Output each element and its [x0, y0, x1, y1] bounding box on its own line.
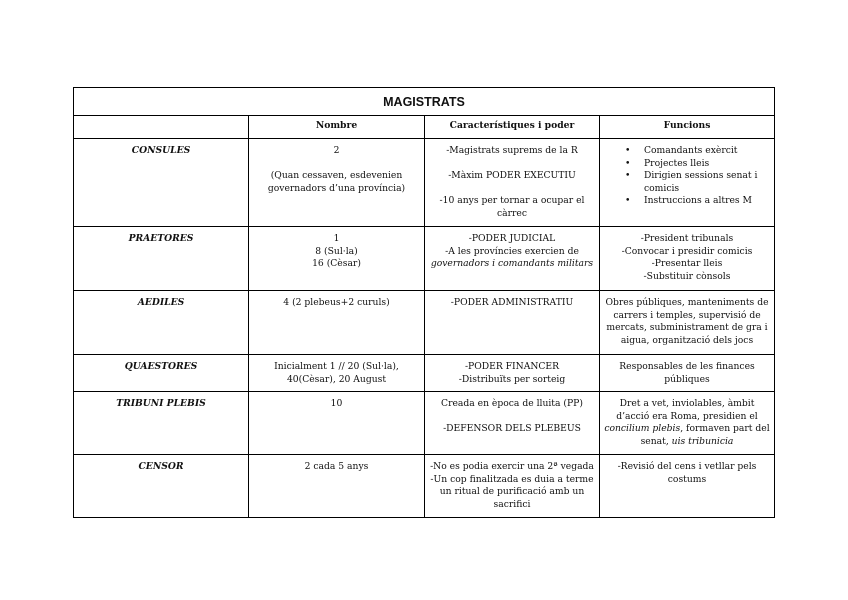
nombre-cell: [249, 139, 425, 226]
nombre-cell: [249, 355, 425, 391]
caract-line: -Distribuïts per sorteig: [458, 373, 566, 385]
nombre-value: Inicialment 1 // 20 (Sul·la), 40(Cèsar), 20 August: [274, 361, 399, 385]
table-row-praetores: [74, 227, 774, 291]
caract-line: -DEFENSOR DELS PLEBEUS: [443, 423, 581, 435]
caract-line: -PODER FINANCER: [464, 361, 560, 372]
caract-cell: [425, 455, 600, 517]
funcions-cell: [600, 291, 774, 354]
table-row-quaestores: [74, 355, 774, 392]
header-funcions: Funcions: [663, 120, 711, 131]
list-item: • Dirigien sessions senat i comicis: [625, 170, 758, 194]
caract-line: Creada en època de lluita (PP): [441, 398, 583, 409]
magistrate-name: QUAESTORES: [74, 355, 249, 391]
magistrate-name: CENSOR: [74, 455, 249, 517]
nombre-value: 4 (2 plebeus+2 curuls): [283, 297, 390, 308]
table-row-censor: [74, 455, 774, 517]
list-item: • Instruccions a altres M: [625, 195, 752, 207]
funcions-line: -Convocar i presidir comicis: [621, 245, 753, 257]
funcions-cell: [600, 355, 774, 391]
caract-line: -Un cop finalitzada es duia a terme un ritual de purificació amb un sacrifici: [430, 473, 594, 510]
funcions-line: Obres públiques, manteniments de carrers i temples, supervisió de mercats, subministrament de gra i aigua, organització dels jocs: [605, 297, 769, 346]
caract-line: -A les províncies exercien de: [445, 245, 579, 257]
magistrate-name: PRAETORES: [74, 227, 249, 290]
caract-line: -PODER ADMINISTRATIU: [450, 297, 574, 308]
nombre-note: (Quan cessaven, esdevenien governadors d’una província): [267, 170, 406, 194]
caract-line: -No es podia exercir una 2ª vegada: [430, 461, 594, 472]
funcions-line: -President tribunals: [640, 233, 734, 244]
caract-cell: [425, 291, 600, 354]
caract-line: -Màxim PODER EXECUTIU: [448, 170, 576, 182]
caract-line-italic: governadors i comandants militars: [430, 258, 594, 270]
header-row: [74, 116, 774, 139]
header-empty: [74, 116, 249, 138]
header-caracteristiques: Característiques i poder: [425, 116, 600, 138]
funcions-line: Responsables de les finances públiques: [619, 361, 755, 385]
funcions-line: -Revisió del cens i vetllar pels costums: [617, 461, 757, 485]
caract-cell: [425, 355, 600, 391]
nombre-cell: [249, 392, 425, 454]
funcions-line: -Presentar lleis: [651, 258, 723, 270]
nombre-value: 1: [333, 233, 340, 244]
nombre-value: 8 (Sul·la): [315, 245, 358, 257]
funcions-cell: [600, 392, 774, 454]
nombre-value: 16 (Cèsar): [312, 258, 361, 270]
caract-cell: [425, 392, 600, 454]
table-row-consules: [74, 139, 774, 227]
funcions-cell: [600, 455, 774, 517]
table-title: MAGISTRATS: [74, 88, 774, 116]
list-item: • Comandants exèrcit: [625, 145, 738, 156]
table-row-tribuni-plebis: [74, 392, 774, 455]
funcions-cell: [600, 139, 774, 226]
nombre-cell: [249, 291, 425, 354]
table-row-aediles: [74, 291, 774, 355]
caract-cell: [425, 139, 600, 226]
funcions-line: -Substituir cònsols: [643, 270, 731, 282]
caract-line: -10 anys per tornar a ocupar el càrrec: [439, 195, 585, 219]
nombre-cell: [249, 455, 425, 517]
funcions-cell: [600, 227, 774, 290]
funcions-list: [604, 145, 770, 208]
caract-cell: [425, 227, 600, 290]
list-item: • Projectes lleis: [625, 157, 710, 169]
magistrate-name: CONSULES: [74, 139, 249, 226]
nombre-value: 2: [333, 145, 340, 156]
magistrats-table: [73, 87, 775, 518]
nombre-value: 2 cada 5 anys: [304, 461, 369, 472]
magistrate-name: TRIBUNI PLEBIS: [74, 392, 249, 454]
magistrate-name: AEDILES: [74, 291, 249, 354]
caract-line: -Magistrats suprems de la R: [446, 145, 578, 156]
header-nombre: Nombre: [249, 116, 425, 138]
funcions-line: Dret a vet, inviolables, àmbit d’acció era Roma, presidien el concilium plebis, formaven part del senat, uis tribunicia: [604, 398, 770, 447]
nombre-value: 10: [330, 398, 343, 409]
nombre-cell: [249, 227, 425, 290]
caract-line: -PODER JUDICIAL: [468, 233, 556, 244]
